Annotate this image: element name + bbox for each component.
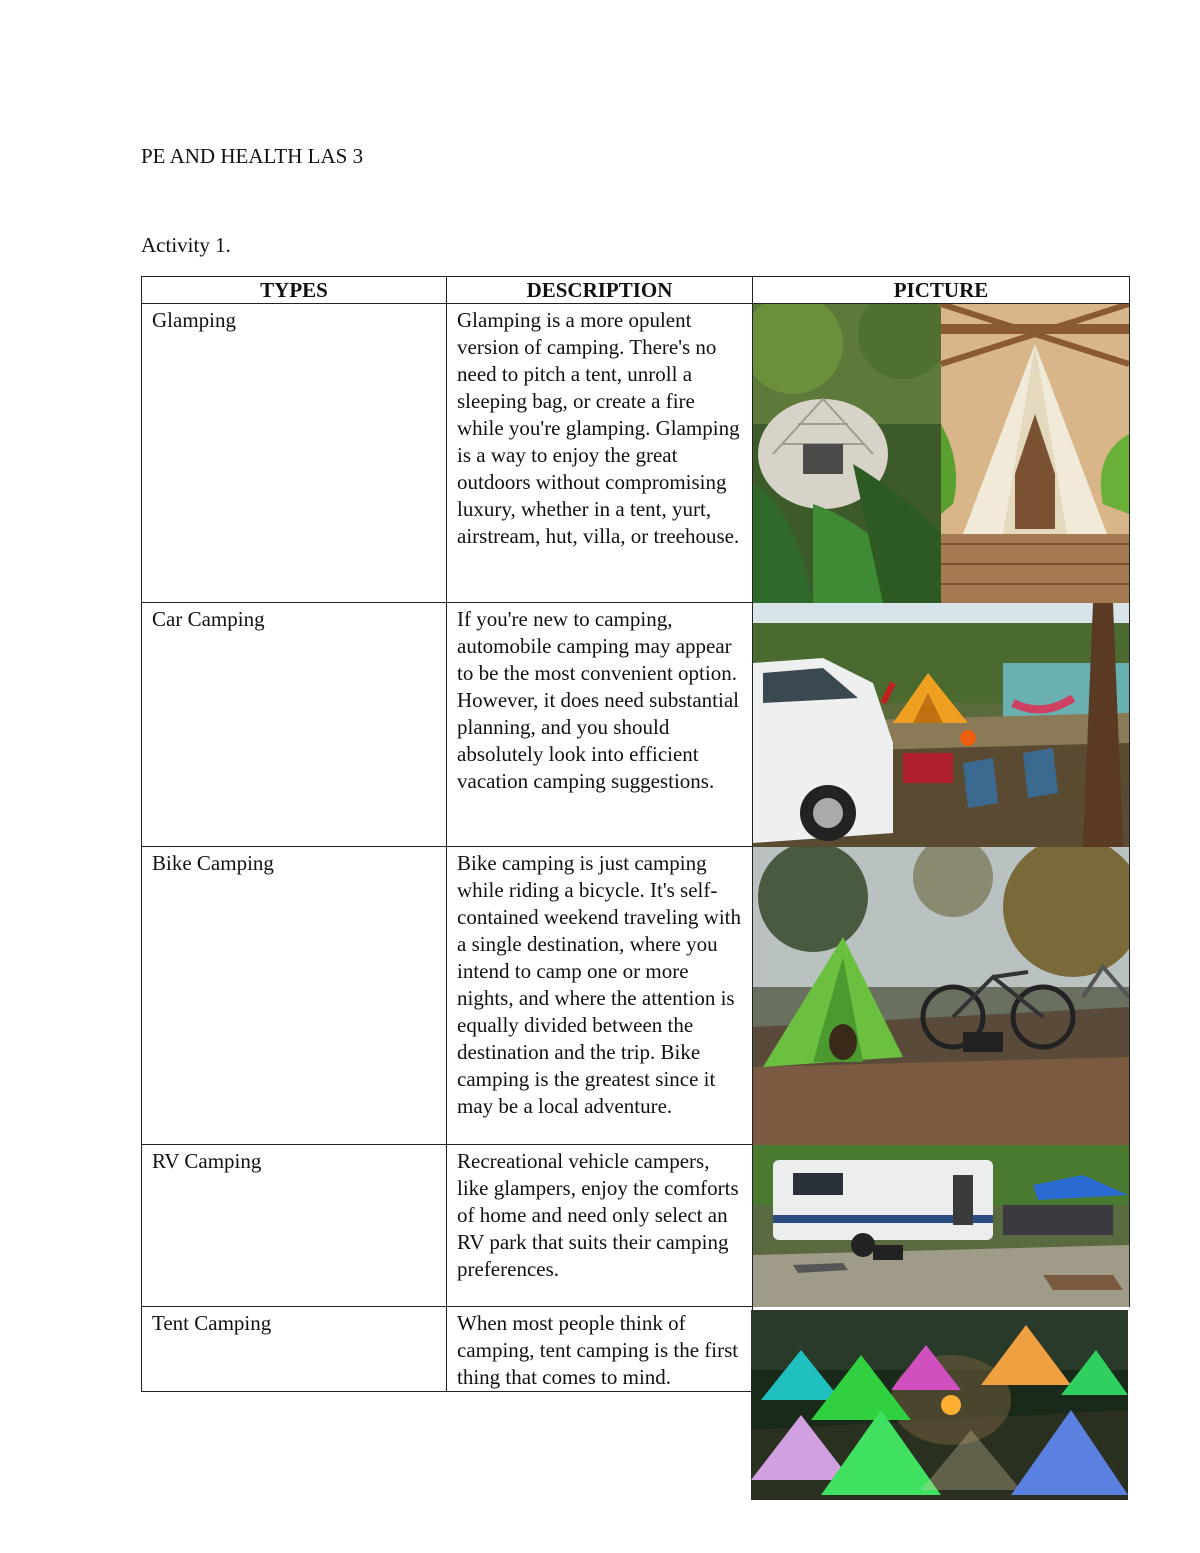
table-row	[142, 603, 1130, 847]
activity-heading: Activity 1.	[141, 233, 231, 257]
description-cell: When most people think of camping, tent camping is the first thing that comes to mind.	[447, 1307, 753, 1392]
type-cell: RV Camping	[142, 1145, 447, 1307]
document-title: PE AND HEALTH LAS 3	[141, 144, 364, 168]
type-cell: Tent Camping	[142, 1307, 447, 1392]
header-types: TYPES	[142, 277, 447, 304]
description-cell: Recreational vehicle campers, like glampers, enjoy the comforts of home and need only select an RV park that suits their camping preferences.	[447, 1145, 753, 1307]
type-cell: Bike Camping	[142, 847, 447, 1145]
type-cell: Car Camping	[142, 603, 447, 847]
table-header-row	[142, 277, 1130, 304]
car-camping-photo	[753, 603, 1129, 847]
description-cell: Bike camping is just camping while riding a bicycle. It's self-contained weekend traveling with a single destination, where you intend to camp one or more nights, and where the attention is equally divided between the destination and the trip. Bike camping is the greatest since it may be a local adventure.	[447, 847, 753, 1145]
header-picture: PICTURE	[753, 277, 1130, 304]
glamping-photo	[753, 304, 1129, 603]
rv-camping-photo	[753, 1145, 1129, 1307]
type-cell: Glamping	[142, 304, 447, 603]
table-row	[142, 847, 1130, 1145]
picture-cell	[753, 603, 1130, 847]
tent-camping-photo	[751, 1310, 1128, 1500]
picture-cell	[753, 1145, 1130, 1307]
header-description: DESCRIPTION	[447, 277, 753, 304]
bike-camping-photo	[753, 847, 1129, 1145]
description-cell: If you're new to camping, automobile camping may appear to be the most convenient option. However, it does need substantial planning, and you should absolutely look into efficient vacation camping suggestions.	[447, 603, 753, 847]
description-cell: Glamping is a more opulent version of camping. There's no need to pitch a tent, unroll a sleeping bag, or create a fire while you're glamping. Glamping is a way to enjoy the great outdoors without compromising luxury, whether in a tent, yurt, airstream, hut, villa, or treehouse.	[447, 304, 753, 603]
camping-types-table	[141, 276, 1130, 1392]
picture-cell	[753, 847, 1130, 1145]
table-row	[142, 1145, 1130, 1307]
table-row	[142, 304, 1130, 603]
picture-cell	[753, 304, 1130, 603]
